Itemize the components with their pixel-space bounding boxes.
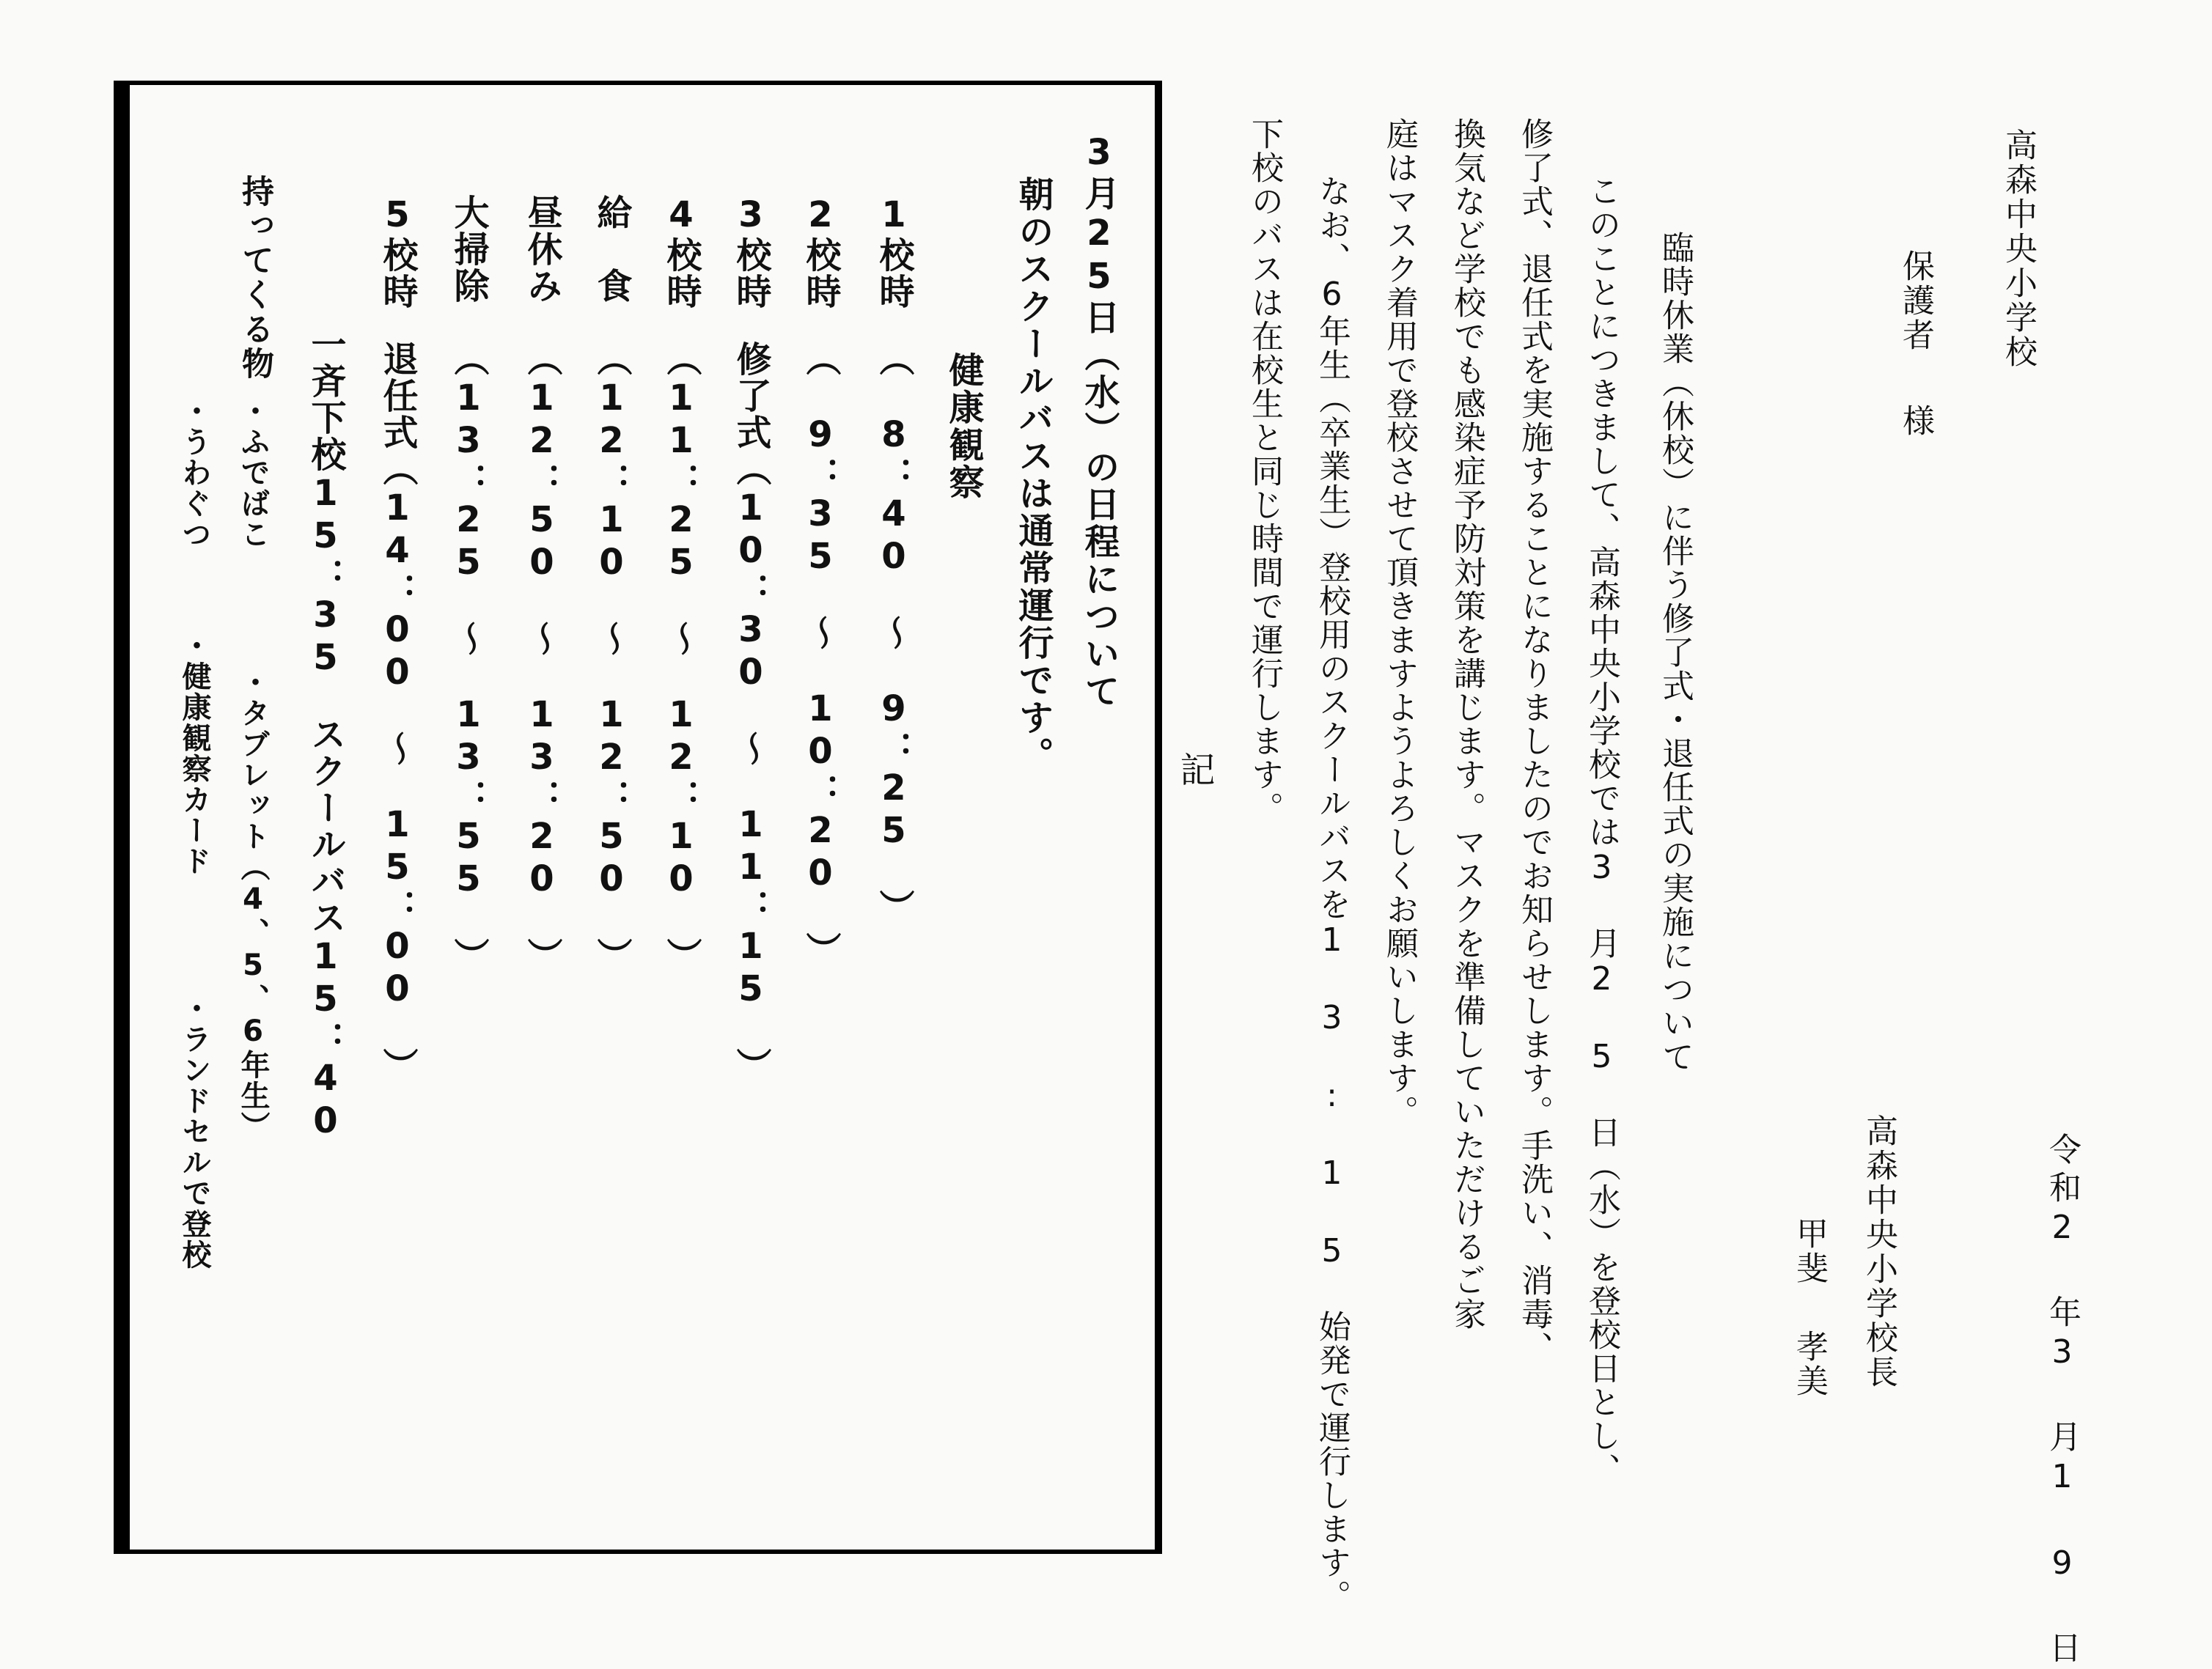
schedule-row	[661, 194, 702, 974]
schedule-row	[377, 194, 418, 1084]
morning-bus-note: 朝のスクールバスは通常運行です。	[1013, 176, 1054, 774]
body-line: 換気など学校でも感染症予防対策を講じます。マスクを準備していただけるご家	[1448, 117, 1485, 1331]
schedule-row	[873, 194, 914, 926]
health-check: 健康観察	[943, 352, 984, 501]
bring-item: ・ランドセルで登校	[177, 993, 211, 1270]
honorific: 様	[1897, 404, 1934, 438]
sender-family-name: 甲斐	[1790, 1217, 1828, 1286]
body-line: このことにつきまして、高森中央小学校では3 月2 5 日（水）を登校日とし、	[1583, 174, 1620, 1486]
body-line: 修了式、退任式を実施することになりましたのでお知らせします。手洗い、消毒、	[1515, 117, 1553, 1365]
period-label: 5校時	[377, 194, 418, 310]
schedule-title: 3月25日（水）の日程について	[1079, 132, 1120, 710]
notice-subject: 臨時休業（休校）に伴う修了式・退任式の実施について	[1656, 231, 1694, 1074]
body-line: なお、6年生（卒業生）登校用のスクールバスを1 3 : 1 5 始発で運行します。	[1313, 174, 1351, 1613]
period-time: （11：25 ～ 12：10 ）	[661, 341, 702, 974]
period-label: 2校時	[800, 194, 841, 310]
guardian-label: 保護者	[1897, 249, 1934, 353]
schedule-row	[448, 194, 489, 974]
bring-item: ・健康観察カード	[177, 630, 211, 877]
period-time: （ 9：35 ～ 10：20 ）	[800, 341, 841, 968]
body-line: 庭はマスク着用で登校させて頂きますようよろしくお願いします。	[1381, 117, 1418, 1129]
sender-title: 高森中央小学校長	[1860, 1114, 1897, 1390]
period-label: 4校時	[661, 194, 702, 310]
period-time: （12：50 ～ 13：20 ）	[521, 341, 562, 974]
period-label: 昼休み	[521, 194, 562, 304]
bring-item: ・タブレット（4、5、6年生）	[236, 667, 270, 1142]
period-time: 修了式（10：30 ～ 11：15 ）	[730, 341, 771, 1084]
schedule-row	[730, 194, 771, 1084]
bring-items-label: 持ってくる物	[236, 174, 273, 381]
issue-date: 令和2 年3 月1 9 日	[2043, 1132, 2081, 1669]
sender-name	[1790, 1217, 1828, 1399]
schedule-row	[800, 194, 841, 968]
recipient-guardian	[1897, 249, 1934, 438]
bring-item: ・ふでばこ	[236, 396, 270, 550]
period-time: （13：25 ～ 13：55 ）	[448, 341, 489, 974]
schedule-row	[591, 194, 632, 974]
sender-given-name: 孝美	[1790, 1330, 1828, 1399]
dismissal-row: 一斉下校15：35 スクールバス15：40	[305, 326, 346, 1143]
ki-heading: 記	[1174, 751, 1215, 786]
bring-item: ・うわぐつ	[177, 396, 211, 550]
period-time: （ 8：40 ～ 9：25 ）	[873, 341, 914, 926]
schedule-row	[521, 194, 562, 974]
recipient-school: 高森中央小学校	[1999, 128, 2037, 369]
period-label: 3校時	[730, 194, 771, 310]
period-label: 大掃除	[448, 194, 489, 304]
period-label: 給 食	[591, 194, 632, 304]
period-label: 1校時	[873, 194, 914, 310]
period-time: （12：10 ～ 12：50 ）	[591, 341, 632, 974]
body-line: 下校のバスは在校生と同じ時間で運行します。	[1246, 117, 1283, 825]
period-time: 退任式（14：00 ～ 15：00 ）	[377, 341, 418, 1084]
